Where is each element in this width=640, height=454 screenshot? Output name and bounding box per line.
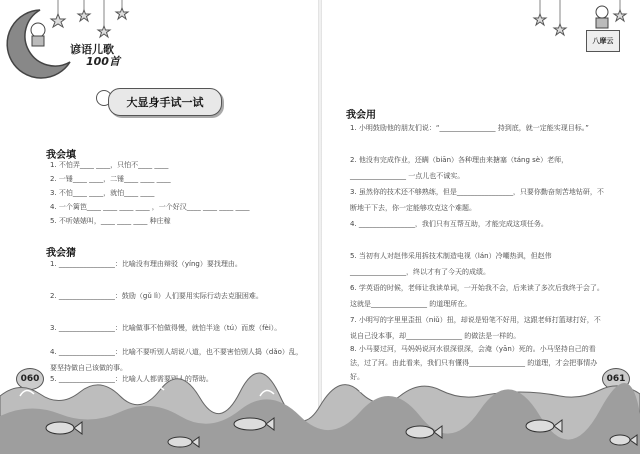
book-title-line2: 100首: [86, 55, 120, 68]
exercise-banner: 大显身手试一试: [108, 88, 222, 116]
fill-item-2: 2. 一锤____ ____，二锤____ ____ ____: [50, 175, 171, 183]
section-heading-fill: 我会填: [46, 150, 76, 161]
sign-board: 八摩云: [586, 30, 620, 52]
section-heading-use: 我会用: [346, 110, 376, 121]
use-item-6: 6. 学英语的时候，老师让我读单词，一开始我不会，后来读了多次后我终于会了。这就是________________ 的道理所在。: [350, 284, 604, 308]
fill-item-3: 3. 不怕____ ____，就怕____ ____: [50, 189, 155, 197]
book-title-line1: 谚语儿歌: [70, 43, 114, 56]
ocean-waves-decoration: [0, 366, 640, 454]
guess-item-3: 3. ________________：比喻做事不怕做得慢，就怕半途（tú）而废（fèi）。: [50, 324, 282, 332]
hanging-stars-decoration: [520, 0, 640, 60]
use-item-5: 5. 当初有人对赵伟采用拆技术制造电视（lán）冷嘲热讽，但赵伟________________，终以才有了今天的成绩。: [350, 252, 552, 276]
use-item-4: 4. ________________，我们只有互帮互助，才能完成这项任务。: [350, 220, 548, 228]
use-item-2: 2. 他没有完成作业，还瞒（biān）各种理由来搪塞（táng sè）老师，________________ 一点儿也不诚实。: [350, 156, 569, 180]
fill-item-1: 1. 不怕弄____ ____，只怕不____ ____: [50, 161, 169, 169]
use-item-8: 8. 小马要过河，马妈妈说河水很深很深，会淹（yān）死的。小马坚持自己的看法，过了河。由此看来，我们只有懂得________________ 的道理，才会把事情办好。: [350, 345, 598, 381]
guess-item-1: 1. ________________：比喻没有理由辩驳（yíng）要找理由。: [50, 260, 242, 268]
use-item-3: 3. 虽然你的技术还不够熟练，但是________________，只要你勤奋刻苦地钻研，不断地干下去，你一定能够攻克这个难题。: [350, 188, 604, 212]
section-heading-guess: 我会猜: [46, 248, 76, 259]
use-item-7: 7. 小明写的字里里歪扭（niǔ）扭，却说是铅笔不好用，这跟老师打篮球打好，不说自己没本事，却________________ 的做法是一样的。: [350, 316, 601, 340]
page-number-right: 061: [602, 368, 630, 390]
use-item-1: 1. 小明鼓励他的朋友们说：“________________ 持到底，就一定能实现目标。”: [350, 124, 589, 132]
guess-item-2: 2. ________________：鼓励（gǔ lì）人们要用实际行动去克服困难。: [50, 292, 263, 300]
fill-item-4: 4. 一个篱笆____ ____ ____ ____ ，一个好汉____ ____ ____ ____: [50, 203, 250, 211]
book-title-logo: [70, 44, 120, 68]
page-number-left: 060: [16, 368, 44, 390]
guess-item-4: 4. ________________：比喻不要听别人胡说八道，也不要害怕别人捣（dǎo）乱，要坚持做自己该做的事。: [50, 348, 303, 372]
moon-stars-decoration: [0, 0, 320, 85]
guess-item-5: 5. ________________：比喻人人都需要别人的帮助。: [50, 375, 213, 383]
fill-item-5: 5. 不听婊婊叫，____ ____ ____ 种庄稼: [50, 217, 171, 225]
